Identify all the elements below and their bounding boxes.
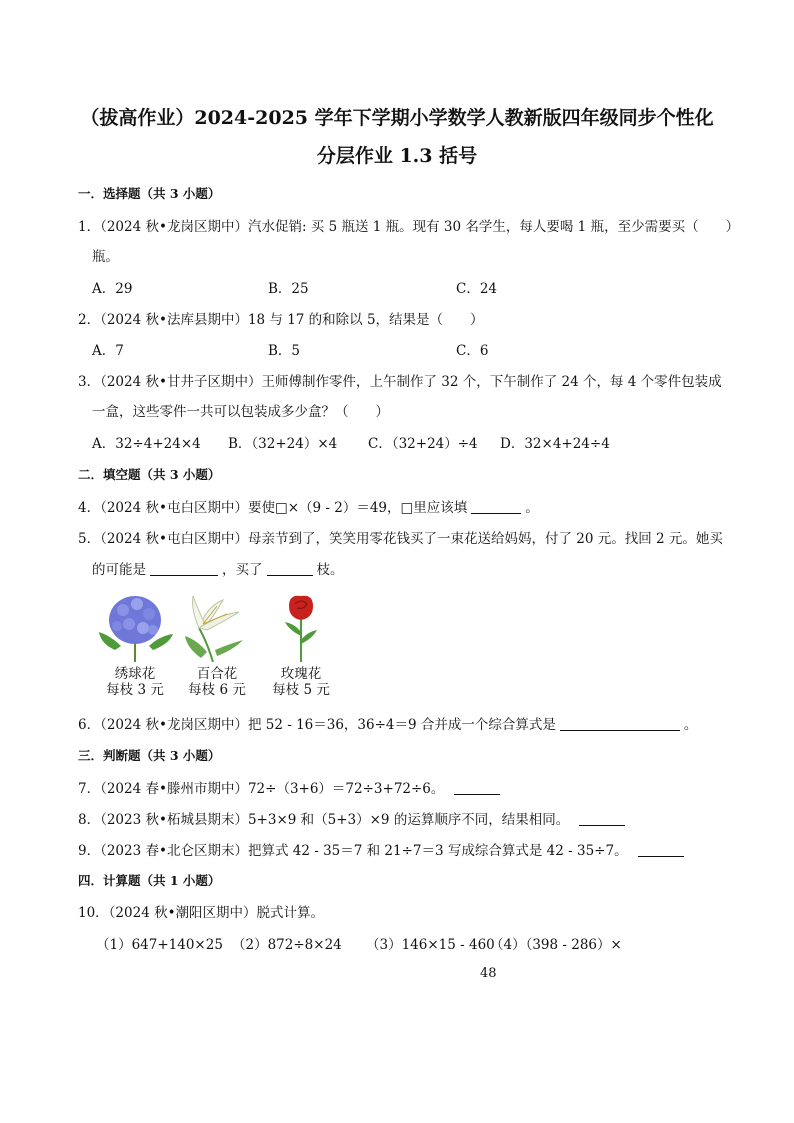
question-3-option-b[interactable]: B．（32+24）×4: [228, 436, 338, 452]
question-1-line1: 1．（2024 秋•龙岗区期中）汽水促销: 买 5 瓶送 1 瓶。现有 30 名学生，每人要喝 1 瓶，至少需要买（ ）: [78, 219, 740, 235]
question-3-option-a[interactable]: A．32÷4+24×4: [92, 436, 201, 452]
question-6-blank[interactable]: [560, 717, 680, 731]
flower-hydrangea-price: 每枝 3 元: [106, 682, 164, 698]
flower-rose: [256, 592, 346, 698]
hydrangea-image: [95, 592, 175, 662]
flower-lily-price: 每枝 6 元: [188, 682, 246, 698]
lily-image: [177, 592, 257, 662]
question-1-option-b[interactable]: B．25: [268, 281, 309, 297]
question-1-option-a[interactable]: A．29: [92, 281, 133, 297]
question-10-item-3: （3）146×15 - 460: [366, 937, 495, 953]
question-10-item-1: （1）647+140×25: [96, 937, 223, 953]
question-9-blank[interactable]: [638, 843, 684, 857]
question-1-option-c[interactable]: C．24: [456, 281, 498, 297]
question-6: [78, 716, 728, 734]
question-10-item-4: （4）（398 - 286）×: [490, 937, 622, 953]
flower-lily-name: 百合花: [196, 666, 238, 682]
question-3-option-c[interactable]: C．（32+24）÷4: [368, 436, 478, 452]
question-5-text-a: 的可能是: [92, 562, 146, 578]
question-10-text: 10．（2024 秋•潮阳区期中）脱式计算。: [78, 905, 325, 921]
section-fill-heading: 二．填空题（共 3 小题）: [78, 467, 221, 482]
question-10-item-2: （2）872÷8×24: [232, 937, 342, 953]
page-number: 48: [480, 966, 497, 981]
question-4: [78, 499, 728, 517]
question-7-text: 7．（2024 春•滕州市期中）72÷（3+6）＝72÷3+72÷6。: [78, 781, 445, 797]
question-8-blank[interactable]: [579, 812, 625, 826]
question-5-blank-count[interactable]: [267, 562, 313, 576]
document-title-line2: 分层作业 1.3 括号: [316, 145, 478, 167]
section-judge-heading: 三．判断题（共 3 小题）: [78, 748, 221, 763]
question-4-end: 。: [525, 500, 539, 516]
question-2-option-c[interactable]: C．6: [456, 343, 489, 359]
section-choice-heading: 一．选择题（共 3 小题）: [78, 186, 221, 201]
question-9-text: 9．（2023 春•北仑区期末）把算式 42 - 35＝7 和 21÷7＝3 写成综合算式是 42 - 35÷7。: [78, 843, 628, 859]
question-9: [78, 842, 728, 860]
question-6-end: 。: [683, 717, 698, 733]
question-7-blank[interactable]: [454, 781, 500, 795]
document-title-line1: （拔高作业）2024-2025 学年下学期小学数学人教新版四年级同步个性化: [80, 107, 714, 129]
question-5-text-b: ，买了: [222, 562, 263, 578]
flower-rose-name: 玫瑰花: [280, 666, 322, 682]
question-4-blank[interactable]: [471, 500, 521, 514]
section-calc-heading: 四．计算题（共 1 小题）: [78, 873, 221, 888]
question-5-blank-flower[interactable]: [150, 562, 218, 576]
question-8: [78, 811, 728, 829]
question-2-option-b[interactable]: B．5: [268, 343, 301, 359]
flower-hydrangea: [90, 592, 180, 698]
question-4-text: 4．（2024 秋•屯白区期中）要使□×（9 - 2）＝49，□里应该填: [78, 500, 468, 516]
question-8-text: 8．（2023 秋•柘城县期末）5+3×9 和（5+3）×9 的运算顺序不同，结果相同。: [78, 812, 570, 828]
question-2-line1: 2．（2024 秋•法库县期中）18 与 17 的和除以 5，结果是（ ）: [78, 312, 484, 328]
flower-rose-price: 每枝 5 元: [272, 682, 330, 698]
question-7: [78, 780, 728, 798]
question-1-line2: 瓶。: [92, 249, 119, 265]
question-3-option-d[interactable]: D．32×4+24÷4: [500, 436, 610, 452]
rose-image: [261, 592, 341, 662]
flower-hydrangea-name: 绣球花: [114, 666, 156, 682]
question-5-line1: 5．（2024 秋•屯白区期中）母亲节到了，笑笑用零花钱买了一束花送给妈妈，付了 20 元。找回 2 元。她买: [78, 531, 723, 547]
question-5-line2: [92, 561, 742, 579]
question-6-text: 6．（2024 秋•龙岗区期中）把 52 - 16＝36，36÷4＝9 合并成一个综合算式是: [78, 717, 556, 733]
question-5-text-c: 枝。: [316, 562, 344, 578]
flower-lily: [172, 592, 262, 698]
question-3-line1: 3．（2024 秋•甘井子区期中）王师傅制作零件，上午制作了 32 个，下午制作了 24 个，每 4 个零件包装成: [78, 374, 722, 390]
question-2-option-a[interactable]: A．7: [92, 343, 124, 359]
question-3-line2: 一盒，这些零件一共可以包装成多少盒？（ ）: [92, 404, 389, 420]
